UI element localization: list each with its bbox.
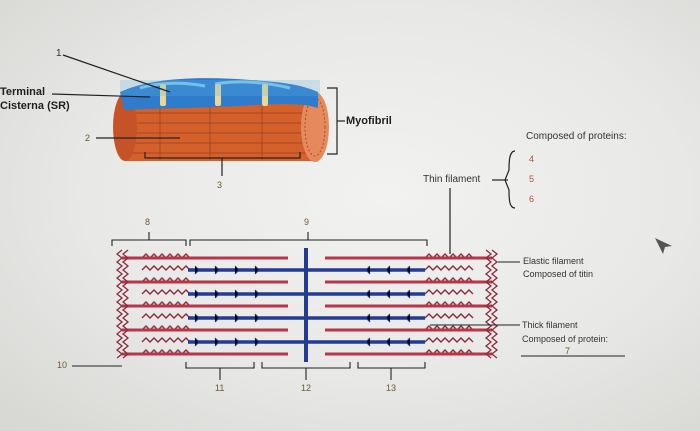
label-11: 11: [215, 383, 225, 393]
label-myofibril: Myofibril: [346, 115, 392, 127]
label-elastic-filament: Elastic filament: [523, 256, 584, 266]
z-disc-left: [117, 250, 128, 358]
label-4: 4: [529, 154, 535, 164]
myofibril-cylinder: [113, 78, 329, 162]
label-composed-protein: Composed of protein:: [522, 334, 609, 344]
label-3: 3: [217, 180, 223, 190]
label-7: 7: [565, 346, 571, 356]
label-cisterna: Cisterna (SR): [0, 100, 70, 112]
label-13: 13: [386, 383, 397, 393]
label-10: 10: [57, 360, 68, 370]
label-thick-filament: Thick filament: [522, 320, 578, 330]
label-6: 6: [529, 194, 535, 204]
label-terminal: Terminal: [0, 86, 46, 98]
titin-left: [142, 254, 190, 354]
label-composed-proteins: Composed of proteins:: [526, 131, 627, 142]
label-2: 2: [85, 133, 91, 143]
label-thin-filament: Thin filament: [423, 174, 481, 185]
label-12: 12: [301, 383, 312, 393]
sarcomere: [117, 248, 497, 362]
titin-right: [425, 254, 473, 354]
label-1: 1: [56, 48, 62, 59]
label-composed-titin: Composed of titin: [523, 269, 594, 279]
mouse-cursor-icon: [655, 238, 672, 254]
label-8: 8: [145, 217, 151, 227]
label-9: 9: [304, 217, 310, 227]
label-5: 5: [529, 174, 535, 184]
z-disc-right: [486, 250, 497, 358]
